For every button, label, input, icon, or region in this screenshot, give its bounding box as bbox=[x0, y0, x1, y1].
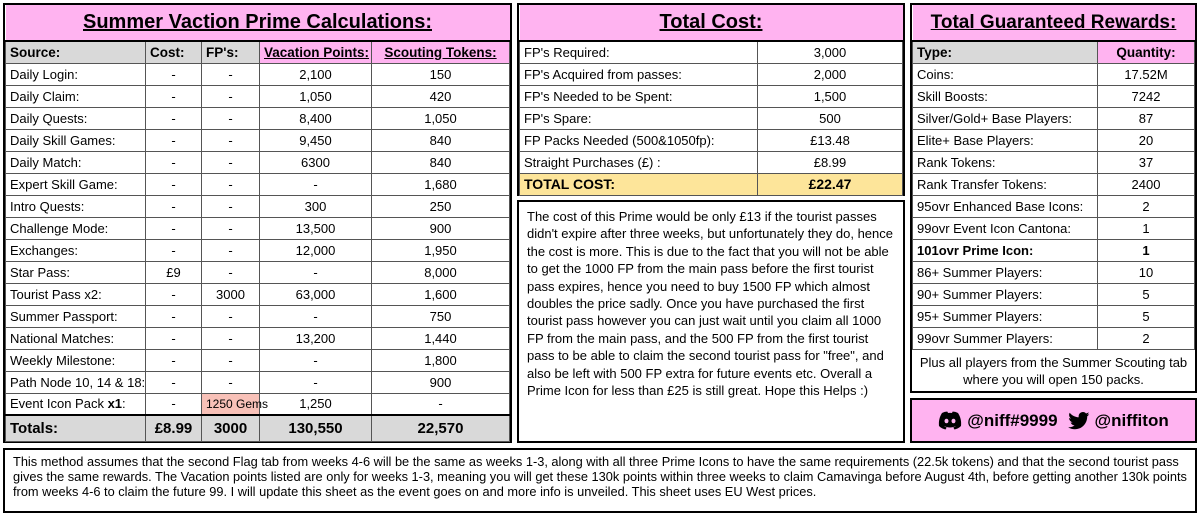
reward-quantity: 37 bbox=[1098, 151, 1195, 173]
source-scouting-tokens: 900 bbox=[372, 217, 510, 239]
total-cost-row bbox=[520, 173, 903, 195]
source-scouting-tokens: 1,800 bbox=[372, 349, 510, 371]
source-fp: - bbox=[202, 305, 260, 327]
source-label: Challenge Mode: bbox=[6, 217, 146, 239]
source-fp: - bbox=[202, 63, 260, 85]
event-icon-pack-row bbox=[6, 393, 510, 415]
reward-row bbox=[913, 195, 1195, 217]
rewards-header-quantity: Quantity: bbox=[1098, 41, 1195, 63]
source-vacation-points: - bbox=[260, 261, 372, 283]
event-row-label: Event Icon Pack x1: bbox=[6, 393, 146, 415]
total-cost-value: £22.47 bbox=[758, 173, 903, 195]
cost-row bbox=[520, 63, 903, 85]
header-scouting-tokens: Scouting Tokens: bbox=[372, 41, 510, 63]
reward-quantity: 7242 bbox=[1098, 85, 1195, 107]
source-vacation-points: 13,200 bbox=[260, 327, 372, 349]
source-scouting-tokens: 1,050 bbox=[372, 107, 510, 129]
header-vacation-points: Vacation Points: bbox=[260, 41, 372, 63]
reward-row bbox=[913, 173, 1195, 195]
cost-label: FP's Acquired from passes: bbox=[520, 63, 758, 85]
event-row-cost: - bbox=[146, 393, 202, 415]
reward-type: 90+ Summer Players: bbox=[913, 283, 1098, 305]
source-label: Daily Match: bbox=[6, 151, 146, 173]
source-cost: - bbox=[146, 305, 202, 327]
social-handles bbox=[910, 398, 1197, 443]
rewards-title: Total Guaranteed Rewards: bbox=[913, 5, 1195, 41]
reward-quantity: 1 bbox=[1098, 217, 1195, 239]
reward-row bbox=[913, 283, 1195, 305]
cost-label: FP's Required: bbox=[520, 41, 758, 63]
prime-calculations-panel bbox=[3, 3, 512, 443]
source-scouting-tokens: 420 bbox=[372, 85, 510, 107]
source-cost: - bbox=[146, 349, 202, 371]
cost-title: Total Cost: bbox=[520, 5, 903, 41]
cost-row bbox=[520, 41, 903, 63]
cost-value: £8.99 bbox=[758, 151, 903, 173]
cost-value: £13.48 bbox=[758, 129, 903, 151]
source-fp: - bbox=[202, 327, 260, 349]
cost-value: 2,000 bbox=[758, 63, 903, 85]
source-vacation-points: - bbox=[260, 305, 372, 327]
reward-quantity: 1 bbox=[1098, 239, 1195, 261]
twitter-handle bbox=[1068, 411, 1169, 431]
reward-row bbox=[913, 151, 1195, 173]
source-label: Summer Passport: bbox=[6, 305, 146, 327]
source-label: Intro Quests: bbox=[6, 195, 146, 217]
source-label: Daily Login: bbox=[6, 63, 146, 85]
source-cost: £9 bbox=[146, 261, 202, 283]
source-row bbox=[6, 305, 510, 327]
source-fp: - bbox=[202, 173, 260, 195]
source-row bbox=[6, 173, 510, 195]
source-cost: - bbox=[146, 283, 202, 305]
cost-value: 500 bbox=[758, 107, 903, 129]
reward-row bbox=[913, 107, 1195, 129]
totals-row bbox=[6, 415, 510, 441]
cost-label: FP Packs Needed (500&1050fp): bbox=[520, 129, 758, 151]
source-label: Daily Skill Games: bbox=[6, 129, 146, 151]
source-fp: - bbox=[202, 151, 260, 173]
source-row bbox=[6, 261, 510, 283]
reward-quantity: 2400 bbox=[1098, 173, 1195, 195]
source-vacation-points: 1,050 bbox=[260, 85, 372, 107]
source-label: Expert Skill Game: bbox=[6, 173, 146, 195]
calculations-table bbox=[5, 5, 510, 442]
header-source: Source: bbox=[6, 41, 146, 63]
source-fp: - bbox=[202, 85, 260, 107]
source-label: Tourist Pass x2: bbox=[6, 283, 146, 305]
source-fp: 3000 bbox=[202, 283, 260, 305]
source-vacation-points: 6300 bbox=[260, 151, 372, 173]
source-row bbox=[6, 151, 510, 173]
reward-type: Rank Transfer Tokens: bbox=[913, 173, 1098, 195]
reward-type: 99ovr Summer Players: bbox=[913, 327, 1098, 349]
source-vacation-points: 12,000 bbox=[260, 239, 372, 261]
reward-quantity: 2 bbox=[1098, 327, 1195, 349]
cost-row bbox=[520, 107, 903, 129]
cost-table bbox=[519, 5, 903, 196]
source-label: National Matches: bbox=[6, 327, 146, 349]
reward-row bbox=[913, 327, 1195, 349]
source-fp: - bbox=[202, 371, 260, 393]
source-row bbox=[6, 85, 510, 107]
source-label: Weekly Milestone: bbox=[6, 349, 146, 371]
source-cost: - bbox=[146, 151, 202, 173]
cost-label: FP's Needed to be Spent: bbox=[520, 85, 758, 107]
totals-st: 22,570 bbox=[372, 415, 510, 441]
source-row bbox=[6, 239, 510, 261]
source-cost: - bbox=[146, 371, 202, 393]
reward-row bbox=[913, 261, 1195, 283]
source-cost: - bbox=[146, 217, 202, 239]
source-cost: - bbox=[146, 85, 202, 107]
main-title: Summer Vaction Prime Calculations: bbox=[6, 5, 510, 41]
source-row bbox=[6, 217, 510, 239]
rewards-table bbox=[912, 5, 1195, 392]
explanation-note: The cost of this Prime would be only £13 if the tourist passes didn't expire after three weeks, but unfortunately they do, hence the cost is more. This is due to the fact that you will not be able to get the 1000 FP from the main pass before the first tourist pass expires, hence you need to buy 1500 FP which almost doubles the price sadly. Once you have purchased the first tourist pass however you can just wait until you claim all 1000 FP from the main pass, and the 500 FP from the first tourist pass to be able to claim the second tourist pass for "free", and also be left with 500 FP extra for future events etc. Overall a Prime Icon for less than £25 is still great. Hope this Helps :) bbox=[517, 200, 905, 443]
source-scouting-tokens: 150 bbox=[372, 63, 510, 85]
source-fp: - bbox=[202, 217, 260, 239]
source-row bbox=[6, 107, 510, 129]
reward-type: 99ovr Event Icon Cantona: bbox=[913, 217, 1098, 239]
reward-type: Skill Boosts: bbox=[913, 85, 1098, 107]
cost-row bbox=[520, 151, 903, 173]
reward-quantity: 20 bbox=[1098, 129, 1195, 151]
twitter-bird-icon bbox=[1068, 412, 1090, 430]
source-cost: - bbox=[146, 195, 202, 217]
cost-row bbox=[520, 129, 903, 151]
reward-type: 86+ Summer Players: bbox=[913, 261, 1098, 283]
reward-type: Rank Tokens: bbox=[913, 151, 1098, 173]
source-label: Exchanges: bbox=[6, 239, 146, 261]
total-cost-panel bbox=[517, 3, 905, 196]
reward-quantity: 17.52M bbox=[1098, 63, 1195, 85]
cost-row bbox=[520, 85, 903, 107]
reward-type: 101ovr Prime Icon: bbox=[913, 239, 1098, 261]
event-row-vp: 1,250 bbox=[260, 393, 372, 415]
source-scouting-tokens: 1,680 bbox=[372, 173, 510, 195]
reward-quantity: 87 bbox=[1098, 107, 1195, 129]
source-cost: - bbox=[146, 327, 202, 349]
source-cost: - bbox=[146, 63, 202, 85]
source-vacation-points: 63,000 bbox=[260, 283, 372, 305]
discord-handle-text: @niff#9999 bbox=[967, 410, 1058, 430]
source-scouting-tokens: 1,600 bbox=[372, 283, 510, 305]
twitter-handle-text: @niffiton bbox=[1094, 410, 1169, 430]
reward-row bbox=[913, 305, 1195, 327]
source-cost: - bbox=[146, 129, 202, 151]
header-row bbox=[6, 41, 510, 63]
totals-label: Totals: bbox=[6, 415, 146, 441]
reward-quantity: 10 bbox=[1098, 261, 1195, 283]
source-scouting-tokens: 840 bbox=[372, 129, 510, 151]
source-cost: - bbox=[146, 107, 202, 129]
source-row bbox=[6, 349, 510, 371]
cost-value: 1,500 bbox=[758, 85, 903, 107]
source-scouting-tokens: 250 bbox=[372, 195, 510, 217]
discord-icon bbox=[938, 411, 962, 430]
source-cost: - bbox=[146, 173, 202, 195]
source-fp: - bbox=[202, 129, 260, 151]
source-vacation-points: - bbox=[260, 371, 372, 393]
event-row-st: - bbox=[372, 393, 510, 415]
footer-assumptions: This method assumes that the second Flag tab from weeks 4-6 will be the same as weeks 1-3, along with all three Prime Icons to have the same requirements (22.5k tokens) and that the second tourist pass gives the same rewards. The Vacation points listed are only for weeks 1-3, meaning you will get these 130k points within three weeks to claim Camavinga before August 4th, before getting another 130k points from weeks 4-6 to claim the future 99. I will update this sheet as the event goes on and more info is unveiled. This sheet uses EU West prices. bbox=[3, 448, 1197, 513]
source-label: Star Pass: bbox=[6, 261, 146, 283]
source-scouting-tokens: 1,950 bbox=[372, 239, 510, 261]
source-scouting-tokens: 840 bbox=[372, 151, 510, 173]
source-fp: - bbox=[202, 107, 260, 129]
reward-row bbox=[913, 85, 1195, 107]
source-label: Daily Claim: bbox=[6, 85, 146, 107]
reward-quantity: 2 bbox=[1098, 195, 1195, 217]
totals-fp: 3000 bbox=[202, 415, 260, 441]
reward-quantity: 5 bbox=[1098, 305, 1195, 327]
source-vacation-points: - bbox=[260, 349, 372, 371]
reward-row bbox=[913, 217, 1195, 239]
source-vacation-points: 13,500 bbox=[260, 217, 372, 239]
source-vacation-points: 2,100 bbox=[260, 63, 372, 85]
rewards-header-row bbox=[913, 41, 1195, 63]
source-fp: - bbox=[202, 349, 260, 371]
source-row bbox=[6, 371, 510, 393]
totals-vp: 130,550 bbox=[260, 415, 372, 441]
total-cost-label: TOTAL COST: bbox=[520, 173, 758, 195]
source-fp: - bbox=[202, 239, 260, 261]
cost-label: Straight Purchases (£) : bbox=[520, 151, 758, 173]
reward-type: Silver/Gold+ Base Players: bbox=[913, 107, 1098, 129]
totals-cost: £8.99 bbox=[146, 415, 202, 441]
discord-handle bbox=[938, 411, 1057, 431]
source-scouting-tokens: 1,440 bbox=[372, 327, 510, 349]
reward-quantity: 5 bbox=[1098, 283, 1195, 305]
source-vacation-points: 9,450 bbox=[260, 129, 372, 151]
source-row bbox=[6, 195, 510, 217]
source-vacation-points: 300 bbox=[260, 195, 372, 217]
source-fp: - bbox=[202, 261, 260, 283]
rewards-plus-note: Plus all players from the Summer Scouting tab where you will open 150 packs. bbox=[919, 354, 1188, 387]
cost-label: FP's Spare: bbox=[520, 107, 758, 129]
reward-row bbox=[913, 239, 1195, 261]
guaranteed-rewards-panel bbox=[910, 3, 1197, 393]
event-row-gems: 1250 Gems bbox=[202, 393, 260, 415]
source-cost: - bbox=[146, 239, 202, 261]
reward-type: 95+ Summer Players: bbox=[913, 305, 1098, 327]
source-vacation-points: - bbox=[260, 173, 372, 195]
source-label: Path Node 10, 14 & 18: bbox=[6, 371, 146, 393]
reward-row bbox=[913, 63, 1195, 85]
source-row bbox=[6, 129, 510, 151]
source-row bbox=[6, 327, 510, 349]
source-fp: - bbox=[202, 195, 260, 217]
header-fp: FP's: bbox=[202, 41, 260, 63]
header-cost: Cost: bbox=[146, 41, 202, 63]
source-scouting-tokens: 900 bbox=[372, 371, 510, 393]
source-label: Daily Quests: bbox=[6, 107, 146, 129]
reward-row bbox=[913, 129, 1195, 151]
source-vacation-points: 8,400 bbox=[260, 107, 372, 129]
cost-value: 3,000 bbox=[758, 41, 903, 63]
source-row bbox=[6, 63, 510, 85]
reward-type: Elite+ Base Players: bbox=[913, 129, 1098, 151]
source-row bbox=[6, 283, 510, 305]
rewards-header-type: Type: bbox=[913, 41, 1098, 63]
reward-type: Coins: bbox=[913, 63, 1098, 85]
source-scouting-tokens: 8,000 bbox=[372, 261, 510, 283]
source-scouting-tokens: 750 bbox=[372, 305, 510, 327]
reward-type: 95ovr Enhanced Base Icons: bbox=[913, 195, 1098, 217]
